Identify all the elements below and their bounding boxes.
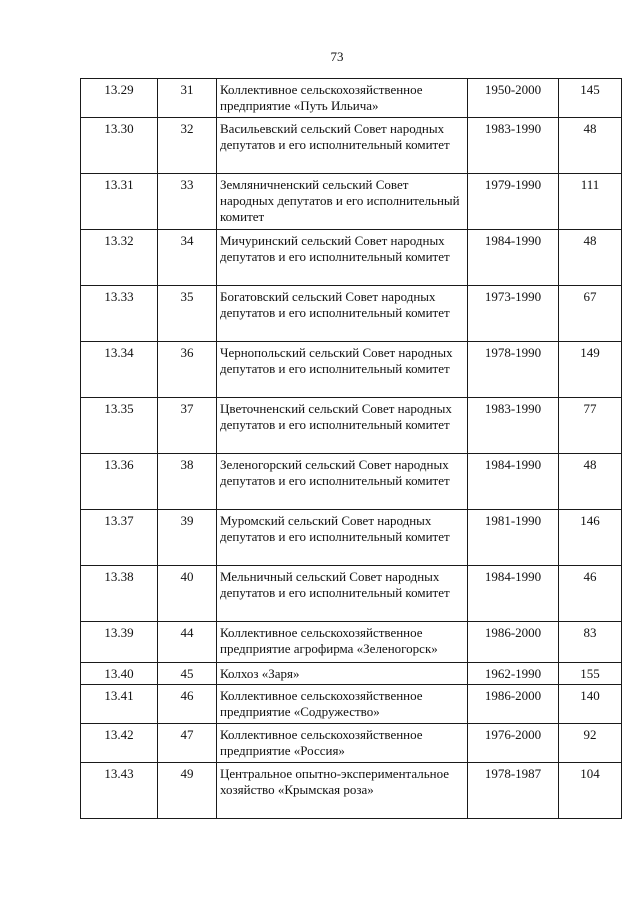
- row-years: 1983-1990: [468, 118, 559, 174]
- table-row: [81, 398, 622, 454]
- row-count: 104: [559, 763, 622, 819]
- row-index: 13.37: [81, 510, 158, 566]
- table-row: [81, 342, 622, 398]
- row-number: 35: [158, 286, 217, 342]
- row-index: 13.29: [81, 79, 158, 118]
- row-years: 1984-1990: [468, 566, 559, 622]
- row-number: 46: [158, 685, 217, 724]
- table-row: [81, 763, 622, 819]
- row-count: 46: [559, 566, 622, 622]
- row-name: Коллективное сельскохозяйственное предприятие «Россия»: [217, 724, 468, 763]
- row-count: 149: [559, 342, 622, 398]
- row-number: 36: [158, 342, 217, 398]
- row-count: 48: [559, 230, 622, 286]
- page-number: 73: [330, 49, 344, 64]
- row-name: Васильевский сельский Совет народных депутатов и его исполнительный комитет: [217, 118, 468, 174]
- row-index: 13.41: [81, 685, 158, 724]
- row-years: 1979-1990: [468, 174, 559, 230]
- row-years: 1976-2000: [468, 724, 559, 763]
- row-index: 13.35: [81, 398, 158, 454]
- row-count: 48: [559, 454, 622, 510]
- row-index: 13.31: [81, 174, 158, 230]
- row-index: 13.38: [81, 566, 158, 622]
- row-count: 140: [559, 685, 622, 724]
- row-number: 37: [158, 398, 217, 454]
- row-name: Цветочненский сельский Совет народных депутатов и его исполнительный комитет: [217, 398, 468, 454]
- row-number: 45: [158, 663, 217, 685]
- table-row: [81, 724, 622, 763]
- table-row: [81, 663, 622, 685]
- row-years: 1978-1990: [468, 342, 559, 398]
- table-row: [81, 286, 622, 342]
- row-index: 13.33: [81, 286, 158, 342]
- row-number: 44: [158, 622, 217, 663]
- row-count: 155: [559, 663, 622, 685]
- row-name: Мичуринский сельский Совет народных депутатов и его исполнительный комитет: [217, 230, 468, 286]
- row-index: 13.36: [81, 454, 158, 510]
- table-row: [81, 79, 622, 118]
- row-name: Зеленогорский сельский Совет народных депутатов и его исполнительный комитет: [217, 454, 468, 510]
- row-number: 39: [158, 510, 217, 566]
- table-row: [81, 174, 622, 230]
- row-count: 145: [559, 79, 622, 118]
- row-years: 1950-2000: [468, 79, 559, 118]
- row-index: 13.43: [81, 763, 158, 819]
- table-row: [81, 118, 622, 174]
- row-number: 47: [158, 724, 217, 763]
- table-row: [81, 685, 622, 724]
- row-number: 34: [158, 230, 217, 286]
- row-count: 48: [559, 118, 622, 174]
- table-row: [81, 566, 622, 622]
- row-number: 49: [158, 763, 217, 819]
- row-index: 13.39: [81, 622, 158, 663]
- row-name: Коллективное сельскохозяйственное предприятие агрофирма «Зеленогорск»: [217, 622, 468, 663]
- row-index: 13.42: [81, 724, 158, 763]
- row-name: Коллективное сельскохозяйственное предприятие «Путь Ильича»: [217, 79, 468, 118]
- row-years: 1986-2000: [468, 622, 559, 663]
- row-count: 67: [559, 286, 622, 342]
- row-number: 33: [158, 174, 217, 230]
- row-name: Чернопольский сельский Совет народных депутатов и его исполнительный комитет: [217, 342, 468, 398]
- row-number: 32: [158, 118, 217, 174]
- row-count: 77: [559, 398, 622, 454]
- row-number: 40: [158, 566, 217, 622]
- row-years: 1986-2000: [468, 685, 559, 724]
- row-count: 83: [559, 622, 622, 663]
- row-index: 13.32: [81, 230, 158, 286]
- row-years: 1962-1990: [468, 663, 559, 685]
- row-name: Земляничненский сельский Совет народных депутатов и его исполнительный комитет: [217, 174, 468, 230]
- table-row: [81, 230, 622, 286]
- row-name: Богатовский сельский Совет народных депутатов и его исполнительный комитет: [217, 286, 468, 342]
- row-number: 38: [158, 454, 217, 510]
- row-count: 146: [559, 510, 622, 566]
- archive-table: [80, 78, 622, 819]
- row-count: 111: [559, 174, 622, 230]
- table-row: [81, 622, 622, 663]
- row-years: 1983-1990: [468, 398, 559, 454]
- row-name: Центральное опытно-экспериментальное хозяйство «Крымская роза»: [217, 763, 468, 819]
- row-index: 13.34: [81, 342, 158, 398]
- row-years: 1984-1990: [468, 454, 559, 510]
- row-count: 92: [559, 724, 622, 763]
- row-index: 13.30: [81, 118, 158, 174]
- row-number: 31: [158, 79, 217, 118]
- row-years: 1981-1990: [468, 510, 559, 566]
- row-years: 1973-1990: [468, 286, 559, 342]
- row-years: 1984-1990: [468, 230, 559, 286]
- row-name: Муромский сельский Совет народных депутатов и его исполнительный комитет: [217, 510, 468, 566]
- row-index: 13.40: [81, 663, 158, 685]
- table-row: [81, 454, 622, 510]
- row-name: Коллективное сельскохозяйственное предприятие «Содружество»: [217, 685, 468, 724]
- row-name: Колхоз «Заря»: [217, 663, 468, 685]
- table-row: [81, 510, 622, 566]
- row-name: Мельничный сельский Совет народных депутатов и его исполнительный комитет: [217, 566, 468, 622]
- row-years: 1978-1987: [468, 763, 559, 819]
